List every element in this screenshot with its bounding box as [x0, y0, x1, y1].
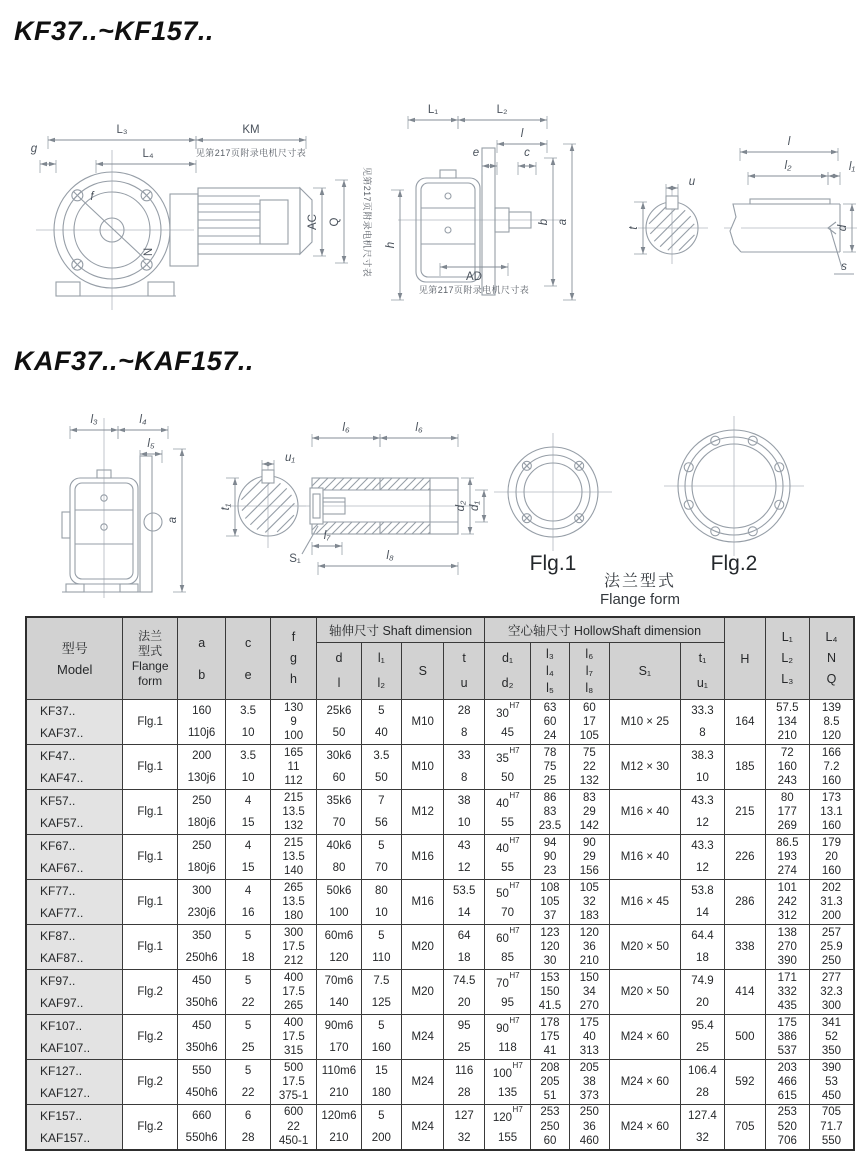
col-header-fgh: f g h	[270, 617, 316, 700]
dim-label-AC: AC	[307, 214, 319, 230]
dim-label-AD: AD	[466, 271, 482, 283]
cell-d12: $40^{H7}$ 55	[484, 835, 530, 880]
cell-t1u1: 33.3 8	[680, 700, 724, 745]
cell-ab: 200 130j6	[177, 745, 225, 790]
cell-dl: 110m6 210	[317, 1060, 361, 1105]
kf-series-title: KF37..~KF157..	[14, 16, 214, 46]
fig2-label: Flg.2	[710, 552, 758, 575]
cell-dl: 40k6 80	[317, 835, 361, 880]
cell-l678: 75 22 132	[569, 745, 609, 790]
col-header-H: H	[725, 617, 765, 700]
cell-t1u1: 95.4 25	[680, 1015, 724, 1060]
cell-l12: 80 10	[361, 880, 401, 925]
dim-label-d1: d₁	[469, 500, 481, 512]
cell-dl: 70m6 140	[317, 970, 361, 1015]
cell-ab: 450 350h6	[177, 1015, 225, 1060]
col-header-S1: S₁	[610, 643, 681, 700]
cell-L4NQ: 341 52 350	[809, 1015, 854, 1060]
col-header-model	[26, 617, 123, 700]
dim-label-d: d	[837, 224, 849, 232]
cell-t1u1: 106.4 28	[680, 1060, 724, 1105]
cell-tu: 95 25	[444, 1015, 484, 1060]
cell-ce: 3.5 10	[226, 700, 270, 745]
cell-L123: 80 177 269	[765, 790, 809, 835]
cell-H: 286	[725, 880, 765, 925]
cell-ce: 4 15	[226, 790, 270, 835]
cell-tu: 116 28	[444, 1060, 484, 1105]
cell-ce: 4 16	[226, 880, 270, 925]
dim-label-l4: l₄	[139, 414, 147, 426]
cell-L4NQ: 257 25.9 250	[809, 925, 854, 970]
cell-l678: 60 17 105	[569, 700, 609, 745]
cell-l678: 250 36 460	[569, 1105, 609, 1150]
cell-l345: 208 205 51	[531, 1060, 569, 1105]
dim-label-u1: u₁	[284, 452, 296, 464]
cell-S: M24	[402, 1060, 444, 1105]
dim-label-l3: l₃	[90, 414, 98, 426]
cell-fgh: 600 22 450-1	[270, 1105, 316, 1150]
col-header-l678: l₆ l₇ l₈	[569, 643, 609, 700]
cell-d12: $100^{H7}$ 135	[484, 1060, 530, 1105]
cell-tu: 53.5 14	[444, 880, 484, 925]
cell-ab: 160 110j6	[177, 700, 225, 745]
cell-ce: 5 22	[226, 970, 270, 1015]
cell-l12: 7 56	[361, 790, 401, 835]
cell-model: KF77.. KAF77..	[26, 880, 123, 925]
cell-S1: M20 × 50	[610, 970, 681, 1015]
cell-L123: 171 332 435	[765, 970, 809, 1015]
cell-l12: 5 40	[361, 700, 401, 745]
cell-fgh: 215 13.5 132	[270, 790, 316, 835]
cell-L4NQ: 166 7.2 160	[809, 745, 854, 790]
cell-l345: 63 60 24	[531, 700, 569, 745]
cell-ab: 550 450h6	[177, 1060, 225, 1105]
cell-tu: 127 32	[444, 1105, 484, 1150]
kf-front-view-drawing	[36, 150, 312, 310]
cell-l678: 105 32 183	[569, 880, 609, 925]
cell-ce: 4 15	[226, 835, 270, 880]
cell-model: KF97.. KAF97..	[26, 970, 123, 1015]
cell-S1: M16 × 40	[610, 835, 681, 880]
cell-flange: Flg.2	[123, 970, 178, 1015]
cell-L4NQ: 202 31.3 200	[809, 880, 854, 925]
cell-l345: 78 75 25	[531, 745, 569, 790]
motor-note-side: 见第217页附录电机尺寸表	[418, 285, 530, 295]
cell-model: KF57.. KAF57..	[26, 790, 123, 835]
dim-label-a: a	[557, 218, 569, 226]
dim-label-d2: d₂	[455, 500, 467, 512]
dim-label-l8: l₈	[386, 550, 394, 562]
cell-ab: 350 250h6	[177, 925, 225, 970]
dim-label-Q: Q	[329, 217, 341, 227]
cell-fgh: 500 17.5 375-1	[270, 1060, 316, 1105]
cell-flange: Flg.2	[123, 1015, 178, 1060]
svg-kf-dimensions	[31, 104, 856, 300]
dim-label-t: t	[628, 226, 640, 230]
cell-L123: 57.5 134 210	[765, 700, 809, 745]
cell-d12: $50^{H7}$ 70	[484, 880, 530, 925]
table-row	[26, 925, 854, 970]
cell-ab: 250 180j6	[177, 790, 225, 835]
dim-label-c: c	[524, 147, 530, 159]
table-row	[26, 1060, 854, 1105]
cell-ab: 250 180j6	[177, 835, 225, 880]
cell-S: M12	[402, 790, 444, 835]
cell-tu: 38 10	[444, 790, 484, 835]
cell-S: M20	[402, 925, 444, 970]
cell-tu: 28 8	[444, 700, 484, 745]
cell-ab: 300 230j6	[177, 880, 225, 925]
cell-tu: 74.5 20	[444, 970, 484, 1015]
cell-l678: 90 29 156	[569, 835, 609, 880]
col-header-l12: l₁ l₂	[361, 643, 401, 700]
cell-tu: 64 18	[444, 925, 484, 970]
cell-l12: 5 200	[361, 1105, 401, 1150]
cell-flange: Flg.2	[123, 1060, 178, 1105]
motor-note-km: 见第217页附录电机尺寸表	[195, 148, 307, 158]
kaf-dimension-drawings	[0, 394, 860, 612]
cell-S1: M16 × 45	[610, 880, 681, 925]
cell-L123: 203 466 615	[765, 1060, 809, 1105]
dim-label-l: l	[787, 136, 791, 148]
cell-l678: 83 29 142	[569, 790, 609, 835]
cell-flange: Flg.1	[123, 700, 178, 745]
cell-flange: Flg.1	[123, 835, 178, 880]
cell-flange: Flg.2	[123, 1105, 178, 1150]
cell-model: KF87.. KAF87..	[26, 925, 123, 970]
dim-label-l5: l₅	[147, 438, 155, 450]
cell-fgh: 400 17.5 265	[270, 970, 316, 1015]
dim-label-KM: KM	[242, 124, 260, 136]
kf-shaft-detail-drawing	[638, 186, 857, 274]
cell-l12: 5 110	[361, 925, 401, 970]
cell-model: KF127.. KAF127..	[26, 1060, 123, 1105]
cell-flange: Flg.1	[123, 745, 178, 790]
dim-label-l6: l₆	[415, 422, 423, 434]
dim-label-u: u	[688, 176, 696, 188]
cell-L123: 138 270 390	[765, 925, 809, 970]
cell-d12: $30^{H7}$ 45	[484, 700, 530, 745]
table-row	[26, 700, 854, 745]
cell-l345: 123 120 30	[531, 925, 569, 970]
cell-fgh: 165 11 112	[270, 745, 316, 790]
cell-l678: 205 38 373	[569, 1060, 609, 1105]
cell-fgh: 400 17.5 315	[270, 1015, 316, 1060]
cell-l345: 178 175 41	[531, 1015, 569, 1060]
cell-l678: 175 40 313	[569, 1015, 609, 1060]
motor-note-vertical: 见第217页附录电机尺寸表	[362, 166, 372, 278]
cell-ab: 660 550h6	[177, 1105, 225, 1150]
cell-t1u1: 38.3 10	[680, 745, 724, 790]
cell-S: M24	[402, 1015, 444, 1060]
dim-label-l: l	[520, 128, 524, 140]
cell-ab: 450 350h6	[177, 970, 225, 1015]
cell-S: M16	[402, 835, 444, 880]
cell-t1u1: 43.3 12	[680, 835, 724, 880]
cell-dl: 90m6 170	[317, 1015, 361, 1060]
dim-label-l6: l₆	[342, 422, 350, 434]
cell-H: 226	[725, 835, 765, 880]
cell-ce: 3.5 10	[226, 745, 270, 790]
cell-l12: 15 180	[361, 1060, 401, 1105]
dim-label-l1: l₁	[848, 161, 856, 173]
cell-S1: M24 × 60	[610, 1060, 681, 1105]
cell-S: M16	[402, 880, 444, 925]
cell-flange: Flg.1	[123, 925, 178, 970]
dim-label-N: N	[143, 247, 155, 257]
cell-H: 185	[725, 745, 765, 790]
cell-model: KF157.. KAF157..	[26, 1105, 123, 1150]
cell-L4NQ: 277 32.3 300	[809, 970, 854, 1015]
cell-tu: 33 8	[444, 745, 484, 790]
cell-l12: 5 160	[361, 1015, 401, 1060]
cell-fgh: 215 13.5 140	[270, 835, 316, 880]
cell-H: 338	[725, 925, 765, 970]
cell-dl: 50k6 100	[317, 880, 361, 925]
col-header-d12: d₁ d₂	[484, 643, 530, 700]
cell-L4NQ: 173 13.1 160	[809, 790, 854, 835]
cell-S1: M24 × 60	[610, 1105, 681, 1150]
cell-t1u1: 53.8 14	[680, 880, 724, 925]
cell-L4NQ: 705 71.7 550	[809, 1105, 854, 1150]
cell-L4NQ: 390 53 450	[809, 1060, 854, 1105]
cell-S: M10	[402, 745, 444, 790]
cell-L123: 101 242 312	[765, 880, 809, 925]
cell-model: KF47.. KAF47..	[26, 745, 123, 790]
cell-S: M10	[402, 700, 444, 745]
dim-label-h: h	[385, 241, 397, 249]
cell-d12: $35^{H7}$ 50	[484, 745, 530, 790]
flange-fig1-drawing	[494, 433, 612, 551]
dim-label-l7: l₇	[323, 530, 331, 542]
cell-l345: 253 250 60	[531, 1105, 569, 1150]
cell-L123: 86.5 193 274	[765, 835, 809, 880]
cell-tu: 43 12	[444, 835, 484, 880]
cell-d12: $40^{H7}$ 55	[484, 790, 530, 835]
cell-dl: 25k6 50	[317, 700, 361, 745]
flange-caption-cn: 法兰型式	[603, 573, 677, 590]
cell-t1u1: 127.4 32	[680, 1105, 724, 1150]
cell-model: KF107.. KAF107..	[26, 1015, 123, 1060]
cell-l345: 153 150 41.5	[531, 970, 569, 1015]
cell-S1: M12 × 30	[610, 745, 681, 790]
cell-flange: Flg.1	[123, 880, 178, 925]
table-row	[26, 745, 854, 790]
col-header-l345: l₃ l₄ l₅	[531, 643, 569, 700]
dim-label-L4: L₄	[142, 148, 154, 160]
col-group-shaft-dimension: 轴伸尺寸 Shaft dimension	[317, 617, 485, 643]
cell-S1: M24 × 60	[610, 1015, 681, 1060]
cell-fgh: 130 9 100	[270, 700, 316, 745]
cell-ce: 5 22	[226, 1060, 270, 1105]
dim-label-f: f	[90, 191, 94, 203]
col-group-hollowshaft-dimension: 空心轴尺寸 HollowShaft dimension	[484, 617, 724, 643]
cell-S: M24	[402, 1105, 444, 1150]
flange-fig2-drawing	[664, 416, 804, 556]
cell-H: 500	[725, 1015, 765, 1060]
fig1-label: Flg.1	[529, 552, 577, 575]
cell-t1u1: 64.4 18	[680, 925, 724, 970]
dim-label-s: s	[841, 261, 847, 273]
col-header-tu: t u	[444, 643, 484, 700]
cell-L123: 253 520 706	[765, 1105, 809, 1150]
col-header-ce: c e	[226, 617, 270, 700]
cell-fgh: 300 17.5 212	[270, 925, 316, 970]
cell-S1: M10 × 25	[610, 700, 681, 745]
cell-model: KF37.. KAF37..	[26, 700, 123, 745]
cell-dl: 30k6 60	[317, 745, 361, 790]
flange-caption-en: Flange form	[599, 591, 681, 608]
cell-ce: 5 25	[226, 1015, 270, 1060]
dim-label-a: a	[167, 516, 179, 524]
cell-dl: 60m6 120	[317, 925, 361, 970]
cell-fgh: 265 13.5 180	[270, 880, 316, 925]
cell-H: 414	[725, 970, 765, 1015]
cell-t1u1: 43.3 12	[680, 790, 724, 835]
cell-l12: 7.5 125	[361, 970, 401, 1015]
cell-l678: 150 34 270	[569, 970, 609, 1015]
dim-label-l2: l₂	[784, 160, 792, 172]
cell-d12: $70^{H7}$ 95	[484, 970, 530, 1015]
dimension-table-body	[26, 700, 854, 1150]
table-row	[26, 790, 854, 835]
kaf-hollow-shaft-drawing	[230, 464, 476, 554]
col-header-flange: 法兰 型式 Flange form	[123, 617, 178, 700]
cell-L123: 175 386 537	[765, 1015, 809, 1060]
cell-H: 592	[725, 1060, 765, 1105]
dim-label-t1: t₁	[220, 503, 232, 511]
cell-l345: 86 83 23.5	[531, 790, 569, 835]
cell-S1: M16 × 40	[610, 790, 681, 835]
cell-d12: $120^{H7}$ 155	[484, 1105, 530, 1150]
cell-dl: 120m6 210	[317, 1105, 361, 1150]
dim-label-g: g	[30, 143, 38, 155]
cell-H: 705	[725, 1105, 765, 1150]
col-header-t1u1: t₁ u₁	[680, 643, 724, 700]
dimension-table	[25, 616, 855, 1151]
cell-d12: $60^{H7}$ 85	[484, 925, 530, 970]
cell-model: KF67.. KAF67..	[26, 835, 123, 880]
cell-dl: 35k6 70	[317, 790, 361, 835]
dim-label-L3: L₃	[116, 124, 128, 136]
dim-label-e: e	[472, 147, 480, 159]
cell-L4NQ: 179 20 160	[809, 835, 854, 880]
cell-L123: 72 160 243	[765, 745, 809, 790]
table-row	[26, 1105, 854, 1150]
cell-flange: Flg.1	[123, 790, 178, 835]
dim-label-S1: S₁	[289, 553, 301, 565]
cell-ce: 5 18	[226, 925, 270, 970]
cell-ce: 6 28	[226, 1105, 270, 1150]
col-header-S: S	[402, 643, 444, 700]
cell-L4NQ: 139 8.5 120	[809, 700, 854, 745]
col-header-dl: d l	[317, 643, 361, 700]
header-model-cn: 型号	[61, 640, 88, 656]
cell-l12: 5 70	[361, 835, 401, 880]
table-row	[26, 880, 854, 925]
kaf-series-title: KAF37..~KAF157..	[14, 346, 254, 376]
cell-S: M20	[402, 970, 444, 1015]
cell-l345: 108 105 37	[531, 880, 569, 925]
cell-d12: $90^{H7}$ 118	[484, 1015, 530, 1060]
table-row	[26, 835, 854, 880]
table-row	[26, 1015, 854, 1060]
table-row	[26, 970, 854, 1015]
cell-t1u1: 74.9 20	[680, 970, 724, 1015]
cell-l12: 3.5 50	[361, 745, 401, 790]
cell-H: 164	[725, 700, 765, 745]
cell-l345: 94 90 23	[531, 835, 569, 880]
cell-l678: 120 36 210	[569, 925, 609, 970]
dim-label-b: b	[538, 218, 550, 226]
col-header-ab: a b	[177, 617, 225, 700]
header-model-en: Model	[57, 661, 93, 677]
dim-label-L1: L₁	[427, 104, 439, 116]
cell-S1: M20 × 50	[610, 925, 681, 970]
col-header-L4NQ: L₄ N Q	[809, 617, 854, 700]
col-header-L123: L₁ L₂ L₃	[765, 617, 809, 700]
dim-label-L2: L₂	[496, 104, 508, 116]
kf-dimension-drawings	[0, 100, 860, 345]
cell-H: 215	[725, 790, 765, 835]
